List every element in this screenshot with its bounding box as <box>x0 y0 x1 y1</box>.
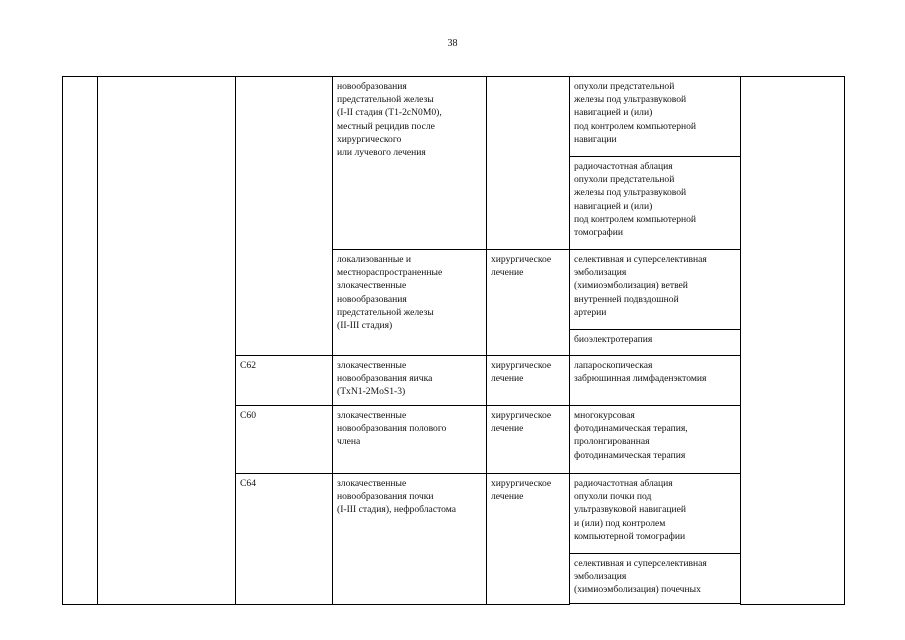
treatment-text: хирургическое лечение <box>491 254 552 279</box>
treatment-text: хирургическое лечение <box>491 478 552 503</box>
method-text: радиочастотная аблация опухоли предстательной железы под ультразвуковой навигацией и (или) под контролем компьютерной томографии <box>574 161 697 239</box>
method-cell <box>570 250 741 330</box>
method-text: селективная и суперселективная эмболизация (химиоэмболизация) почечных <box>574 558 707 596</box>
code-cell <box>236 77 333 356</box>
method-cell <box>570 406 741 474</box>
col-extra-cell <box>741 77 845 605</box>
diagnosis-cell <box>333 77 487 250</box>
method-cell <box>570 157 741 250</box>
code-text: C64 <box>240 478 256 489</box>
treatment-cell <box>487 250 570 356</box>
diagnosis-cell <box>333 250 487 356</box>
method-cell <box>570 554 741 604</box>
treatment-cell <box>487 77 570 250</box>
treatment-cell <box>487 406 570 474</box>
diagnosis-text: новообразования предстательной железы (I-II стадия (T1-2cN0M0), местный рецидив после хирургического или лучевого лечения <box>337 81 442 159</box>
method-cell <box>570 474 741 554</box>
treatment-cell <box>487 356 570 406</box>
col-number-cell <box>63 77 98 605</box>
method-text: многокурсовая фотодинамическая терапия, пролонгированная фотодинамическая терапия <box>574 410 688 461</box>
method-text: лапароскопическая забрюшинная лимфаденэктомия <box>574 360 707 385</box>
code-text: C62 <box>240 360 256 371</box>
diagnosis-cell <box>333 406 487 474</box>
method-text: биоэлектротерапия <box>574 334 653 345</box>
treatment-text: хирургическое лечение <box>491 410 552 435</box>
method-cell <box>570 356 741 406</box>
method-text: опухоли предстательной железы под ультразвуковой навигацией и (или) под контролем компьютерной навигации <box>574 81 697 145</box>
code-cell <box>236 474 333 605</box>
code-cell <box>236 356 333 406</box>
table-row <box>63 77 845 157</box>
diagnosis-text: злокачественные новообразования яичка (TxN1-2MoS1-3) <box>337 360 433 398</box>
method-cell <box>570 77 741 157</box>
diagnosis-cell <box>333 474 487 605</box>
method-cell-spacer <box>570 604 741 605</box>
diagnosis-text: локализованные и местнораспространенные злокачественные новообразования предстательной железы (II-III стадия) <box>337 254 443 332</box>
code-text: C60 <box>240 410 256 421</box>
treatment-text: хирургическое лечение <box>491 360 552 385</box>
treatment-cell <box>487 474 570 605</box>
diagnosis-text: злокачественные новообразования почки (I-III стадия), нефробластома <box>337 478 457 516</box>
method-cell <box>570 330 741 356</box>
treatment-table <box>62 76 845 605</box>
page-number: 38 <box>447 38 458 49</box>
col-profile-cell <box>98 77 236 605</box>
method-text: селективная и суперселективная эмболизация (химиоэмболизация) ветвей внутренней подвздошной артерии <box>574 254 707 318</box>
code-cell <box>236 406 333 474</box>
diagnosis-cell <box>333 356 487 406</box>
diagnosis-text: злокачественные новообразования полового члена <box>337 410 447 448</box>
method-text: радиочастотная аблация опухоли почки под ультразвуковой навигацией и (или) под контролем компьютерной томографии <box>574 478 686 542</box>
